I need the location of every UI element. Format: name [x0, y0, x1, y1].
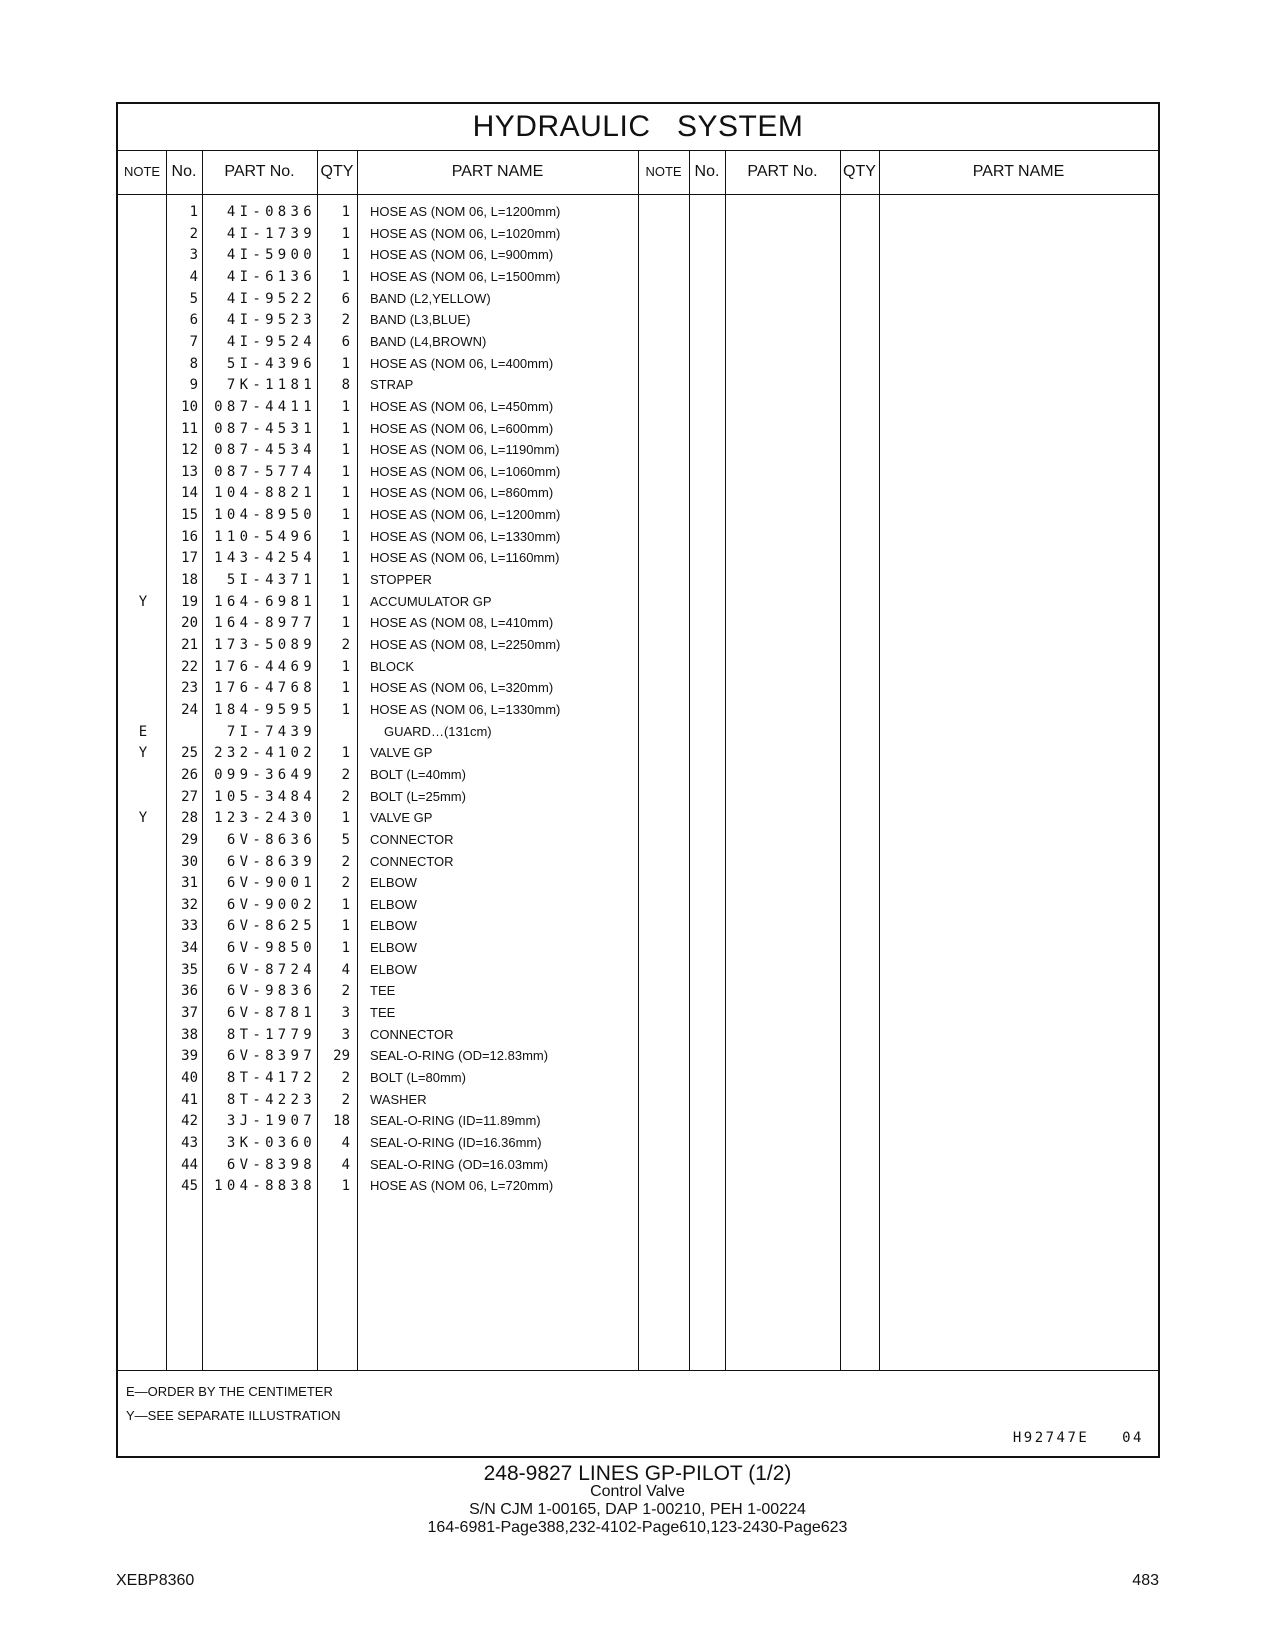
note-cell	[118, 829, 168, 851]
number-cell: 16	[181, 528, 198, 545]
note-cell	[118, 1024, 168, 1046]
part-name-cell: STOPPER	[370, 572, 432, 587]
note-cell	[118, 959, 168, 981]
quantity-cell: 1	[341, 225, 350, 242]
table-row	[118, 418, 1158, 440]
table-row	[118, 764, 1158, 786]
quantity-cell: 2	[341, 1091, 350, 1108]
note-cell	[118, 461, 168, 483]
note-cell	[118, 1002, 168, 1024]
part-name-cell: HOSE AS (NOM 06, L=900mm)	[370, 247, 554, 263]
quantity-cell: 8	[341, 377, 350, 394]
note-cell	[118, 1154, 168, 1176]
part-name-cell: HOSE AS (NOM 06, L=1160mm)	[370, 550, 560, 566]
part-name-cell: WASHER	[370, 1091, 427, 1107]
table-row	[118, 526, 1158, 548]
part-number-cell: 6V-8397	[226, 1048, 316, 1065]
part-name-cell: HOSE AS (NOM 06, L=320mm)	[370, 680, 554, 696]
part-number-cell: 4I-9523	[226, 312, 316, 329]
note-cell	[118, 223, 168, 245]
part-name-cell: STRAP	[370, 377, 414, 393]
part-number-cell: 7K-1181	[226, 377, 316, 394]
part-name-cell: SEAL-O-RING (OD=12.83mm)	[370, 1048, 549, 1064]
part-name-cell: VALVE GP	[370, 745, 433, 761]
table-row	[118, 1110, 1158, 1132]
note-cell	[118, 569, 168, 591]
section-title: HYDRAULIC SYSTEM	[118, 104, 1158, 151]
table-row	[118, 461, 1158, 483]
part-name-cell: HOSE AS (NOM 06, L=1060mm)	[370, 463, 561, 479]
serial-numbers: S/N CJM 1-00165, DAP 1-00210, PEH 1-00224	[469, 1501, 806, 1518]
table-row	[118, 1067, 1158, 1089]
number-cell: 1	[189, 204, 198, 220]
number-cell: 9	[189, 377, 198, 394]
note-cell	[118, 1175, 168, 1197]
part-number-cell: 184-9595	[214, 702, 316, 718]
header-part-no-left: PART No.	[224, 163, 295, 180]
note-cell	[118, 1132, 168, 1154]
part-number-cell: 105-3484	[214, 788, 316, 805]
part-number-cell: 8T-1779	[226, 1026, 316, 1043]
note-cell	[118, 764, 168, 786]
header-no-left: No.	[171, 163, 197, 180]
quantity-cell: 1	[341, 572, 350, 588]
part-number-cell: 104-8838	[214, 1178, 316, 1195]
quantity-cell: 1	[341, 463, 350, 480]
number-cell: 21	[181, 637, 198, 653]
part-number-cell: 5I-4396	[226, 355, 316, 372]
note-cell	[118, 677, 168, 699]
group-subtitle: Control Valve	[590, 1483, 685, 1500]
note-cell	[118, 1089, 168, 1111]
part-number-cell: 8T-4172	[226, 1070, 316, 1086]
quantity-cell: 1	[341, 940, 350, 957]
part-number-cell: 6V-8636	[226, 831, 316, 848]
header-part-name-right: PART NAME	[972, 163, 1065, 180]
table-row	[118, 677, 1158, 699]
number-cell: 6	[189, 312, 198, 329]
number-cell: 15	[181, 507, 198, 524]
number-cell: 35	[181, 961, 198, 978]
note-cell	[118, 851, 168, 873]
part-number-cell: 6V-8625	[226, 918, 316, 935]
table-row	[118, 591, 1158, 613]
part-number-cell: 6V-8398	[226, 1156, 316, 1173]
table-row	[118, 612, 1158, 634]
number-cell: 14	[181, 485, 198, 502]
part-number-cell: 5I-4371	[226, 572, 316, 588]
table-row	[118, 1024, 1158, 1046]
note-cell	[118, 374, 168, 396]
quantity-cell: 1	[341, 420, 350, 437]
table-row	[118, 1002, 1158, 1024]
part-number-cell: 8T-4223	[226, 1091, 316, 1108]
group-title: 248-9827 LINES GP-PILOT (1/2)	[483, 1462, 792, 1485]
note-cell: Y	[138, 593, 148, 610]
note-cell	[118, 439, 168, 461]
quantity-cell: 2	[341, 312, 350, 329]
table-row	[118, 201, 1158, 223]
note-cell	[118, 786, 168, 808]
quantity-cell: 1	[341, 528, 350, 545]
part-name-cell: ELBOW	[370, 875, 417, 891]
number-cell: 4	[189, 268, 198, 285]
number-cell: 38	[181, 1026, 198, 1043]
number-cell: 39	[181, 1048, 198, 1065]
table-row	[118, 721, 1158, 743]
table-row	[118, 1132, 1158, 1154]
part-name-cell: HOSE AS (NOM 06, L=450mm)	[370, 398, 554, 414]
table-row	[118, 699, 1158, 721]
number-cell: 27	[181, 788, 198, 805]
note-cell	[118, 201, 168, 223]
part-number-cell: 143-4254	[214, 550, 316, 567]
part-name-cell: ELBOW	[370, 961, 417, 977]
note-cell	[118, 418, 168, 440]
part-name-cell: ELBOW	[370, 918, 417, 934]
part-number-cell: 6V-9850	[226, 940, 316, 957]
note-cell	[118, 288, 168, 310]
footer-divider	[118, 1370, 1158, 1371]
part-number-cell: 087-4534	[214, 442, 316, 459]
part-number-cell: 164-8977	[214, 615, 316, 632]
number-cell: 11	[181, 420, 198, 437]
note-cell	[118, 872, 168, 894]
number-cell: 41	[181, 1091, 198, 1108]
table-row	[118, 829, 1158, 851]
part-name-cell: HOSE AS (NOM 06, L=400mm)	[370, 355, 554, 371]
table-row	[118, 1154, 1158, 1176]
quantity-cell: 6	[341, 333, 350, 350]
table-row	[118, 959, 1158, 981]
quantity-cell: 2	[341, 983, 350, 1000]
number-cell: 24	[181, 702, 198, 718]
quantity-cell: 1	[341, 593, 350, 610]
note-cell	[118, 699, 168, 721]
part-name-cell: ELBOW	[370, 896, 417, 912]
number-cell: 8	[189, 355, 198, 372]
table-row	[118, 374, 1158, 396]
number-cell: 32	[181, 896, 198, 913]
number-cell: 26	[181, 766, 198, 783]
part-number-cell: 176-4768	[214, 680, 316, 697]
note-cell	[118, 1045, 168, 1067]
number-cell: 28	[181, 810, 198, 827]
quantity-cell: 1	[341, 507, 350, 524]
header-qty-left: QTY	[320, 163, 354, 180]
table-row	[118, 482, 1158, 504]
number-cell: 7	[189, 333, 198, 350]
note-cell	[118, 937, 168, 959]
header-no-right: No.	[694, 163, 720, 180]
quantity-cell: 2	[341, 875, 350, 892]
note-cell	[118, 266, 168, 288]
quantity-cell: 5	[341, 831, 350, 848]
note-cell	[118, 482, 168, 504]
table-row	[118, 223, 1158, 245]
part-number-cell: 6V-8724	[226, 961, 316, 978]
note-cell	[118, 504, 168, 526]
number-cell	[168, 721, 198, 743]
note-cell	[118, 612, 168, 634]
table-row	[118, 331, 1158, 353]
table-row	[118, 742, 1158, 764]
part-number-cell: 104-8821	[214, 485, 316, 502]
table-row	[118, 872, 1158, 894]
number-cell: 44	[181, 1156, 198, 1173]
legend-e: E—ORDER BY THE CENTIMETER	[126, 1384, 333, 1399]
part-name-cell: BAND (L2,YELLOW)	[370, 290, 491, 306]
table-row	[118, 1045, 1158, 1067]
illustration-code: H92747E 04	[1012, 1430, 1144, 1446]
header-part-name-left: PART NAME	[451, 163, 544, 180]
note-cell	[118, 634, 168, 656]
number-cell: 34	[181, 940, 198, 957]
table-row	[118, 915, 1158, 937]
number-cell: 42	[181, 1113, 198, 1130]
parts-table	[116, 102, 1160, 1458]
table-row	[118, 1089, 1158, 1111]
part-name-cell: BAND (L3,BLUE)	[370, 312, 471, 328]
part-number-cell: 3K-0360	[226, 1134, 316, 1151]
table-row	[118, 439, 1158, 461]
part-number-cell: 6V-8781	[226, 1005, 316, 1021]
quantity-cell: 2	[341, 1070, 350, 1086]
number-cell: 2	[189, 225, 198, 242]
part-name-cell: BLOCK	[370, 658, 415, 674]
part-name-cell: HOSE AS (NOM 06, L=600mm)	[370, 420, 554, 436]
document-id: XEBP8360	[116, 1572, 195, 1589]
table-row	[118, 309, 1158, 331]
table-row	[118, 786, 1158, 808]
table-row	[118, 894, 1158, 916]
quantity-cell: 18	[333, 1113, 350, 1130]
part-number-cell: 173-5089	[214, 637, 316, 653]
number-cell: 45	[181, 1178, 198, 1195]
note-cell	[118, 656, 168, 678]
quantity-cell: 1	[341, 442, 350, 459]
part-number-cell: 4I-6136	[226, 268, 316, 285]
part-name-cell: CONNECTOR	[370, 1026, 454, 1042]
part-name-cell: HOSE AS (NOM 06, L=1500mm)	[370, 268, 561, 284]
part-name-cell: CONNECTOR	[370, 831, 454, 847]
quantity-cell: 4	[341, 961, 350, 978]
number-cell: 31	[181, 875, 198, 892]
table-row	[118, 547, 1158, 569]
header-note-left: NOTE	[123, 164, 161, 179]
table-row	[118, 288, 1158, 310]
table-row	[118, 980, 1158, 1002]
quantity-cell: 2	[341, 853, 350, 870]
quantity-cell: 1	[341, 204, 350, 220]
part-number-cell: 6V-9836	[226, 983, 316, 1000]
part-name-cell: HOSE AS (NOM 06, L=1020mm)	[370, 225, 561, 241]
part-name-cell: BOLT (L=40mm)	[370, 766, 466, 782]
note-cell	[118, 309, 168, 331]
number-cell: 18	[181, 572, 198, 588]
page-number: 483	[1132, 1572, 1159, 1589]
note-cell	[118, 396, 168, 418]
number-cell: 36	[181, 983, 198, 1000]
number-cell: 30	[181, 853, 198, 870]
part-number-cell: 4I-5900	[226, 247, 316, 264]
page-references: 164-6981-Page388,232-4102-Page610,123-2430-Page623	[427, 1519, 848, 1536]
part-number-cell: 6V-9001	[226, 875, 316, 892]
note-cell: E	[138, 723, 148, 740]
part-name-cell: GUARD…(131cm)	[384, 723, 492, 739]
quantity-cell: 1	[341, 398, 350, 415]
quantity-cell: 29	[333, 1048, 350, 1065]
part-number-cell: 3J-1907	[226, 1113, 316, 1130]
number-cell: 43	[181, 1134, 198, 1151]
part-name-cell: BOLT (L=80mm)	[370, 1070, 466, 1085]
part-name-cell: HOSE AS (NOM 06, L=860mm)	[370, 485, 554, 501]
quantity-cell: 1	[341, 680, 350, 697]
table-row	[118, 937, 1158, 959]
number-cell: 3	[189, 247, 198, 264]
part-name-cell: TEE	[370, 983, 396, 999]
quantity-cell: 3	[341, 1005, 350, 1021]
number-cell: 25	[181, 745, 198, 762]
number-cell: 22	[181, 658, 198, 675]
part-name-cell: HOSE AS (NOM 08, L=2250mm)	[370, 637, 561, 652]
part-number-cell: 087-5774	[214, 463, 316, 480]
part-name-cell: HOSE AS (NOM 06, L=1330mm)	[370, 528, 561, 544]
table-row	[118, 569, 1158, 591]
part-name-cell: CONNECTOR	[370, 853, 454, 869]
part-number-cell: 7I-7439	[226, 723, 316, 740]
note-cell	[118, 1110, 168, 1132]
table-row	[118, 353, 1158, 375]
part-name-cell: VALVE GP	[370, 810, 433, 826]
part-number-cell: 4I-9522	[226, 290, 316, 307]
quantity-cell	[321, 721, 350, 743]
part-name-cell: ACCUMULATOR GP	[370, 593, 492, 609]
part-number-cell: 123-2430	[214, 810, 316, 827]
table-row	[118, 396, 1158, 418]
part-number-cell: 4I-9524	[226, 333, 316, 350]
table-row	[118, 1175, 1158, 1197]
part-number-cell: 4I-1739	[226, 225, 316, 242]
number-cell: 23	[181, 680, 198, 697]
table-row	[118, 851, 1158, 873]
table-row	[118, 244, 1158, 266]
quantity-cell: 1	[341, 485, 350, 502]
part-number-cell: 164-6981	[214, 593, 316, 610]
header-note-right: NOTE	[645, 164, 682, 179]
part-name-cell: HOSE AS (NOM 06, L=720mm)	[370, 1178, 554, 1194]
legend-y: Y—SEE SEPARATE ILLUSTRATION	[126, 1408, 341, 1423]
part-name-cell: ELBOW	[370, 940, 417, 956]
note-cell	[118, 547, 168, 569]
part-name-cell: HOSE AS (NOM 08, L=410mm)	[370, 615, 554, 631]
part-number-cell: 232-4102	[214, 745, 316, 762]
number-cell: 33	[181, 918, 198, 935]
quantity-cell: 1	[341, 615, 350, 632]
quantity-cell: 1	[341, 247, 350, 264]
header-qty-right: QTY	[843, 163, 876, 180]
table-row	[118, 656, 1158, 678]
number-cell: 37	[181, 1005, 198, 1021]
number-cell: 20	[181, 615, 198, 632]
quantity-cell: 1	[341, 658, 350, 675]
part-name-cell: HOSE AS (NOM 06, L=1200mm)	[370, 204, 561, 219]
quantity-cell: 4	[341, 1156, 350, 1173]
quantity-cell: 1	[341, 550, 350, 567]
quantity-cell: 1	[341, 1178, 350, 1195]
part-number-cell: 099-3649	[214, 766, 316, 783]
note-cell	[118, 980, 168, 1002]
number-cell: 40	[181, 1070, 198, 1086]
part-number-cell: 110-5496	[214, 528, 316, 545]
number-cell: 19	[181, 593, 198, 610]
part-number-cell: 6V-8639	[226, 853, 316, 870]
table-row	[118, 266, 1158, 288]
note-cell	[118, 244, 168, 266]
number-cell: 13	[181, 463, 198, 480]
quantity-cell: 1	[341, 355, 350, 372]
part-name-cell: SEAL-O-RING (ID=16.36mm)	[370, 1134, 542, 1150]
table-row	[118, 634, 1158, 656]
quantity-cell: 6	[341, 290, 350, 307]
quantity-cell: 1	[341, 918, 350, 935]
quantity-cell: 2	[341, 788, 350, 805]
number-cell: 29	[181, 831, 198, 848]
note-cell	[118, 1067, 168, 1089]
note-cell: Y	[138, 745, 148, 762]
quantity-cell: 1	[341, 896, 350, 913]
note-cell	[118, 331, 168, 353]
part-name-cell: HOSE AS (NOM 06, L=1190mm)	[370, 442, 560, 458]
quantity-cell: 1	[341, 810, 350, 827]
quantity-cell: 1	[341, 702, 350, 718]
note-cell: Y	[138, 810, 148, 827]
part-number-cell: 4I-0836	[226, 204, 316, 220]
part-name-cell: TEE	[370, 1005, 396, 1020]
part-number-cell: 087-4411	[214, 398, 316, 415]
table-row	[118, 504, 1158, 526]
quantity-cell: 1	[341, 745, 350, 762]
quantity-cell: 3	[341, 1026, 350, 1043]
part-number-cell: 087-4531	[214, 420, 316, 437]
part-name-cell: SEAL-O-RING (OD=16.03mm)	[370, 1156, 549, 1172]
quantity-cell: 2	[341, 766, 350, 783]
quantity-cell: 4	[341, 1134, 350, 1151]
part-name-cell: SEAL-O-RING (ID=11.89mm)	[370, 1113, 541, 1129]
part-name-cell: HOSE AS (NOM 06, L=1330mm)	[370, 702, 561, 717]
part-name-cell: BAND (L4,BROWN)	[370, 333, 487, 349]
part-name-cell: HOSE AS (NOM 06, L=1200mm)	[370, 507, 561, 523]
part-number-cell: 176-4469	[214, 658, 316, 675]
part-number-cell: 6V-9002	[226, 896, 316, 913]
part-name-cell: BOLT (L=25mm)	[370, 788, 466, 804]
part-number-cell: 104-8950	[214, 507, 316, 524]
number-cell: 5	[189, 290, 198, 307]
number-cell: 17	[181, 550, 198, 567]
note-cell	[118, 526, 168, 548]
table-row	[118, 807, 1158, 829]
number-cell: 12	[181, 442, 198, 459]
number-cell: 10	[181, 398, 198, 415]
note-cell	[118, 353, 168, 375]
quantity-cell: 1	[341, 268, 350, 285]
quantity-cell: 2	[341, 637, 350, 653]
note-cell	[118, 894, 168, 916]
note-cell	[118, 915, 168, 937]
header-part-no-right: PART No.	[747, 163, 818, 180]
